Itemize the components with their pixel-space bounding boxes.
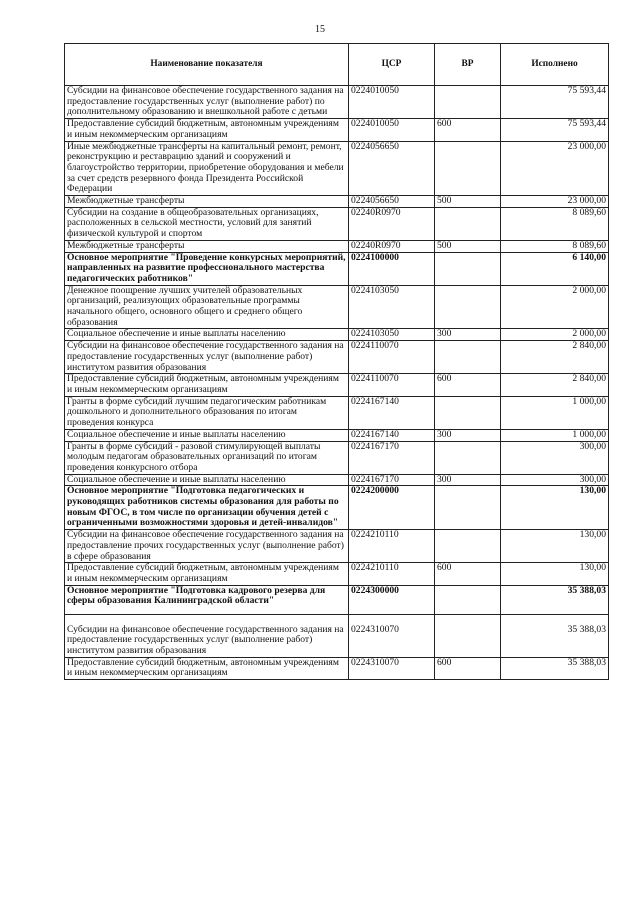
cell-executed: 35 388,03 [501, 614, 609, 657]
cell-vr: 600 [435, 563, 501, 585]
cell-vr [435, 86, 501, 119]
cell-name: Субсидии на финансовое обеспечение государственного задания на предоставление государственных услуг (выполнение работ) институтом развития образования [65, 341, 349, 374]
table-row [65, 207, 609, 240]
cell-executed: 2 840,00 [501, 374, 609, 396]
cell-name: Субсидии на финансовое обеспечение государственного задания на предоставление государственных услуг (выполнение работ) по дополнительному образованию и внешкольной работе с детьми [65, 86, 349, 119]
cell-name: Субсидии на финансовое обеспечение государственного задания на предоставление государственных услуг (выполнение работ) институтом развития образования [65, 614, 349, 657]
cell-executed: 75 593,44 [501, 119, 609, 141]
cell-name: Гранты в форме субсидий лучшим педагогическим работникам дошкольного и дополнительного образования по итогам проведения конкурса [65, 396, 349, 429]
cell-vr [435, 285, 501, 329]
cell-csr: 0224167170 [349, 474, 435, 486]
cell-executed: 35 388,03 [501, 657, 609, 679]
table-row [65, 585, 609, 614]
cell-executed: 1 000,00 [501, 429, 609, 441]
cell-name: Социальное обеспечение и иные выплаты населению [65, 329, 349, 341]
cell-executed: 23 000,00 [501, 141, 609, 196]
cell-executed: 23 000,00 [501, 196, 609, 208]
cell-csr: 0224167140 [349, 429, 435, 441]
table-row [65, 396, 609, 429]
cell-csr: 0224103050 [349, 329, 435, 341]
cell-csr: 0224310070 [349, 657, 435, 679]
budget-execution-table [64, 43, 609, 680]
cell-executed: 8 089,60 [501, 240, 609, 252]
table-row [65, 86, 609, 119]
cell-vr: 300 [435, 474, 501, 486]
cell-csr: 0224210110 [349, 530, 435, 563]
table-row [65, 657, 609, 679]
header-name: Наименование показателя [65, 44, 349, 86]
cell-executed: 35 388,03 [501, 585, 609, 614]
cell-vr: 600 [435, 119, 501, 141]
table-body [65, 86, 609, 680]
cell-csr: 0224103050 [349, 285, 435, 329]
cell-name: Основное мероприятие "Подготовка кадрового резерва для сферы образования Калининградской области" [65, 585, 349, 614]
cell-name: Основное мероприятие "Подготовка педагогических и руководящих работников системы образования для работы по новым ФГОС, в том числе по организации обучения детей с ограниченными возможностями здоровья и детей-инвалидов" [65, 486, 349, 530]
cell-vr: 600 [435, 374, 501, 396]
header-executed: Исполнено [501, 44, 609, 86]
table-row [65, 252, 609, 285]
cell-name: Субсидии на финансовое обеспечение государственного задания на предоставление прочих государственных услуг (выполнение работ) в сфере образования [65, 530, 349, 563]
page-number: 15 [315, 24, 325, 35]
cell-csr: 0224056650 [349, 196, 435, 208]
cell-csr: 0224310070 [349, 614, 435, 657]
cell-vr [435, 207, 501, 240]
cell-executed: 1 000,00 [501, 396, 609, 429]
cell-name: Субсидии на создание в общеобразовательных организациях, расположенных в сельской местности, условий для занятий физической культурой и спортом [65, 207, 349, 240]
cell-name: Предоставление субсидий бюджетным, автономным учреждениям и иным некоммерческим организациям [65, 657, 349, 679]
cell-csr: 0224300000 [349, 585, 435, 614]
table-header-row [65, 44, 609, 86]
cell-csr: 0224200000 [349, 486, 435, 530]
table-row [65, 614, 609, 657]
cell-executed: 130,00 [501, 530, 609, 563]
cell-executed: 300,00 [501, 441, 609, 474]
cell-csr: 0224010050 [349, 86, 435, 119]
cell-name: Предоставление субсидий бюджетным, автономным учреждениям и иным некоммерческим организациям [65, 119, 349, 141]
cell-csr: 0224210110 [349, 563, 435, 585]
cell-vr [435, 585, 501, 614]
table-row [65, 119, 609, 141]
cell-vr: 300 [435, 329, 501, 341]
cell-name: Предоставление субсидий бюджетным, автономным учреждениям и иным некоммерческим организациям [65, 374, 349, 396]
cell-executed: 300,00 [501, 474, 609, 486]
cell-executed: 2 000,00 [501, 329, 609, 341]
table-row [65, 374, 609, 396]
table-row [65, 196, 609, 208]
cell-executed: 2 000,00 [501, 285, 609, 329]
cell-executed: 130,00 [501, 563, 609, 585]
cell-vr: 600 [435, 657, 501, 679]
table-row [65, 285, 609, 329]
cell-vr [435, 141, 501, 196]
cell-csr: 0224110070 [349, 374, 435, 396]
cell-vr: 300 [435, 429, 501, 441]
header-csr: ЦСР [349, 44, 435, 86]
cell-csr: 0224167170 [349, 441, 435, 474]
cell-name: Денежное поощрение лучших учителей образовательных организаций, реализующих образовательные программы начального общего, основного общего и среднего общего образования [65, 285, 349, 329]
table-row [65, 141, 609, 196]
cell-executed: 6 140,00 [501, 252, 609, 285]
cell-name: Иные межбюджетные трансферты на капитальный ремонт, ремонт, реконструкцию и реставрацию зданий и сооружений и благоустройство территории, приобретение оборудования и мебели за счет средств резервного фонда Президента Российской Федерации [65, 141, 349, 196]
cell-name: Основное мероприятие "Проведение конкурсных мероприятий, направленных на развитие профессионального мастерства педагогических работников" [65, 252, 349, 285]
cell-csr: 0224110070 [349, 341, 435, 374]
cell-name: Предоставление субсидий бюджетным, автономным учреждениям и иным некоммерческим организациям [65, 563, 349, 585]
table-row [65, 429, 609, 441]
table-row [65, 441, 609, 474]
cell-executed: 130,00 [501, 486, 609, 530]
cell-executed: 8 089,60 [501, 207, 609, 240]
cell-executed: 2 840,00 [501, 341, 609, 374]
table-row [65, 329, 609, 341]
cell-vr [435, 396, 501, 429]
table-row [65, 563, 609, 585]
cell-csr: 02240R0970 [349, 240, 435, 252]
cell-csr: 0224056650 [349, 141, 435, 196]
cell-vr [435, 530, 501, 563]
table-row [65, 530, 609, 563]
table-row [65, 486, 609, 530]
cell-name: Социальное обеспечение и иные выплаты населению [65, 474, 349, 486]
header-vr: ВР [435, 44, 501, 86]
cell-csr: 0224010050 [349, 119, 435, 141]
cell-name: Межбюджетные трансферты [65, 240, 349, 252]
cell-csr: 02240R0970 [349, 207, 435, 240]
cell-csr: 0224167140 [349, 396, 435, 429]
cell-executed: 75 593,44 [501, 86, 609, 119]
cell-name: Гранты в форме субсидий - разовой стимулирующей выплаты молодым педагогам образовательных организаций по итогам проведения конкурсного отбора [65, 441, 349, 474]
table-row [65, 341, 609, 374]
cell-vr [435, 252, 501, 285]
cell-vr: 500 [435, 196, 501, 208]
cell-vr [435, 441, 501, 474]
cell-vr [435, 341, 501, 374]
cell-vr [435, 486, 501, 530]
cell-name: Межбюджетные трансферты [65, 196, 349, 208]
cell-vr: 500 [435, 240, 501, 252]
table-row [65, 240, 609, 252]
table-row [65, 474, 609, 486]
cell-csr: 0224100000 [349, 252, 435, 285]
cell-name: Социальное обеспечение и иные выплаты населению [65, 429, 349, 441]
cell-vr [435, 614, 501, 657]
